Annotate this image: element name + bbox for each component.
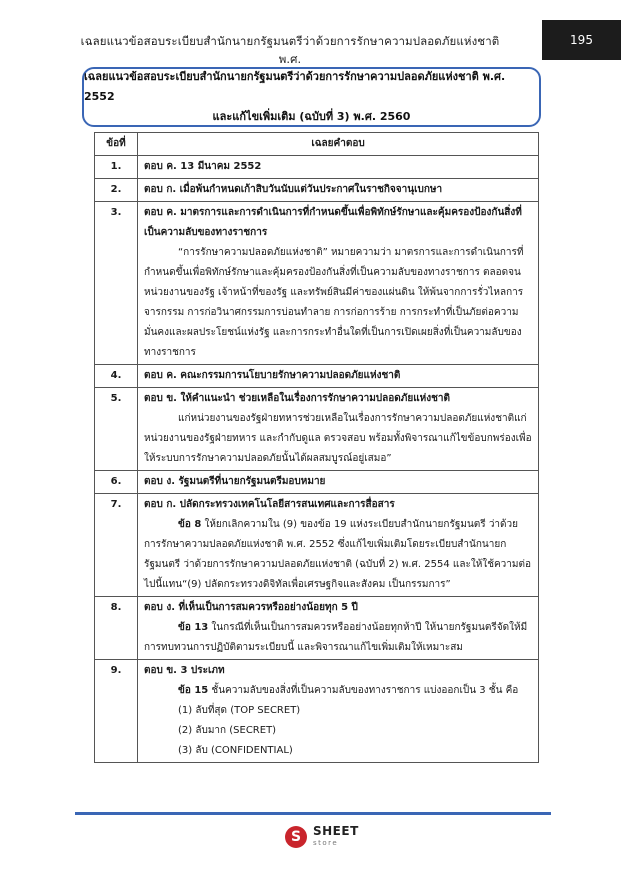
clause-label: ข้อ 8	[178, 519, 202, 530]
answer-explanation: “การรักษาความปลอดภัยแห่งชาติ” หมายความว่า มาตรการและการดำเนินการที่กำหนดขึ้นเพื่อพิทักษ์รักษาและคุ้มครองป้องกันสิ่งที่เป็นความลับของทางราชการ ตลอดจนหน่วยงานของรัฐ เจ้าหน้าที่ของรัฐ และทรัพย์สินมีค่าของแผ่นดิน ให้พ้นจากการรั่วไหลการจารกรรม การก่อวินาศกรรมการบ่อนทำลาย การก่อการร้าย การกระทำที่เป็นภัยต่อความมั่นคงและผลประโยชน์แห่งรัฐ และการกระทำอื่นใดที่เป็นการเปิดเผยสิ่งที่เป็นความลับของทางราชการ	[144, 247, 524, 358]
table-header-row	[95, 133, 539, 156]
row-number: 8.	[95, 597, 138, 660]
row-number: 6.	[95, 471, 138, 494]
answer-text: ตอบ ก. เมื่อพ้นกำหนดเก้าสิบวันนับแต่วันประกาศในราชกิจจานุเบกษา	[144, 184, 443, 195]
logo-text: SHEET	[313, 824, 359, 838]
clause-label: ข้อ 15	[178, 685, 209, 696]
answer-explanation	[144, 681, 532, 701]
sheet-store-logo	[285, 822, 375, 852]
row-number: 9.	[95, 660, 138, 763]
list-item: (3) ลับ (CONFIDENTIAL)	[178, 745, 293, 756]
logo-subtext: store	[313, 839, 339, 847]
answer-text: ตอบ ข. 3 ประเภท	[144, 665, 225, 676]
row-number: 2.	[95, 179, 138, 202]
row-number: 1.	[95, 156, 138, 179]
clause-text: ให้ยกเลิกความใน (9) ของข้อ 19 แห่งระเบียบสำนักนายกรัฐมนตรี ว่าด้วยการรักษาความปลอดภัยแห่งชาติ พ.ศ. 2552 ซึ่งแก้ไขเพิ่มเติมโดยระเบียบสำนักนายกรัฐมนตรี ว่าด้วยการรักษาความปลอดภัยแห่งชาติ (ฉบับที่ 2) พ.ศ. 2554 และให้ใช้ความต่อไปนี้แทน“(9) ปลัดกระทรวงดิจิทัลเพื่อเศรษฐกิจและสังคม เป็นกรรมการ”	[144, 519, 531, 590]
footer-divider	[75, 812, 551, 815]
answer-text: ตอบ ก. ปลัดกระทรวงเทคโนโลยีสารสนเทศและการสื่อสาร	[144, 499, 395, 510]
table-row	[95, 202, 539, 365]
table-row	[95, 156, 539, 179]
column-header-answer: เฉลยคำตอบ	[138, 133, 539, 156]
document-title-box	[82, 67, 541, 127]
answer-table	[94, 132, 539, 763]
answer-text: ตอบ ค. มาตรการและการดำเนินการที่กำหนดขึ้นเพื่อพิทักษ์รักษาและคุ้มครองป้องกันสิ่งที่เป็นความลับของทางราชการ	[144, 207, 522, 238]
answer-explanation	[144, 515, 532, 595]
answer-text: ตอบ ข. ให้คำแนะนำ ช่วยเหลือในเรื่องการรักษาความปลอดภัยแห่งชาติ	[144, 393, 451, 404]
answer-text: ตอบ ค. คณะกรรมการนโยบายรักษาความปลอดภัยแห่งชาติ	[144, 370, 401, 381]
list-item: (1) ลับที่สุด (TOP SECRET)	[178, 705, 301, 716]
answer-text: ตอบ ง. รัฐมนตรีที่นายกรัฐมนตรีมอบหมาย	[144, 476, 326, 487]
title-line-1: เฉลยแนวข้อสอบระเบียบสำนักนายกรัฐมนตรีว่าด้วยการรักษาความปลอดภัยแห่งชาติ พ.ศ. 2552	[84, 70, 506, 103]
clause-label: ข้อ 13	[178, 622, 209, 633]
header-title: เฉลยแนวข้อสอบระเบียบสำนักนายกรัฐมนตรีว่าด้วยการรักษาความปลอดภัยแห่งชาติ พ.ศ.	[80, 34, 500, 66]
page-number: 195	[542, 20, 621, 60]
table-row	[95, 388, 539, 471]
list-item: (2) ลับมาก (SECRET)	[178, 725, 277, 736]
table-row	[95, 471, 539, 494]
table-row	[95, 660, 539, 763]
answer-text: ตอบ ง. ที่เห็นเป็นการสมควรหรืออย่างน้อยทุก 5 ปี	[144, 602, 358, 613]
answer-text: ตอบ ค. 13 มีนาคม 2552	[144, 161, 262, 172]
clause-text: ในกรณีที่เห็นเป็นการสมควรหรืออย่างน้อยทุกห้าปี ให้นายกรัฐมนตรีจัดให้มีการทบทวนการปฏิบัติตามระเบียบนี้ และพิจารณาแก้ไขเพิ่มเติมให้เหมาะสม	[144, 622, 528, 653]
table-row	[95, 597, 539, 660]
table-row	[95, 179, 539, 202]
title-line-2: และแก้ไขเพิ่มเติม (ฉบับที่ 3) พ.ศ. 2560	[212, 110, 411, 123]
row-number: 5.	[95, 388, 138, 471]
answer-explanation: แก่หน่วยงานของรัฐฝ่ายทหารช่วยเหลือในเรื่องการรักษาความปลอดภัยแห่งชาติแก่หน่วยงานของรัฐฝ่ายทหาร และกำกับดูแล ตรวจสอบ พร้อมทั้งพิจารณาแก้ไขข้อบกพร่องเพื่อให้ระบบการรักษาความปลอดภัยนั้นได้ผลสมบูรณ์อยู่เสมอ”	[144, 413, 532, 464]
clause-text: ชั้นความลับของสิ่งที่เป็นความลับของทางราชการ แบ่งออกเป็น 3 ชั้น คือ	[208, 685, 519, 696]
row-number: 4.	[95, 365, 138, 388]
row-number: 3.	[95, 202, 138, 365]
answer-explanation	[144, 618, 532, 658]
row-number: 7.	[95, 494, 138, 597]
column-header-no: ข้อที่	[95, 133, 138, 156]
logo-s-icon: S	[285, 826, 307, 848]
table-row	[95, 494, 539, 597]
table-row	[95, 365, 539, 388]
